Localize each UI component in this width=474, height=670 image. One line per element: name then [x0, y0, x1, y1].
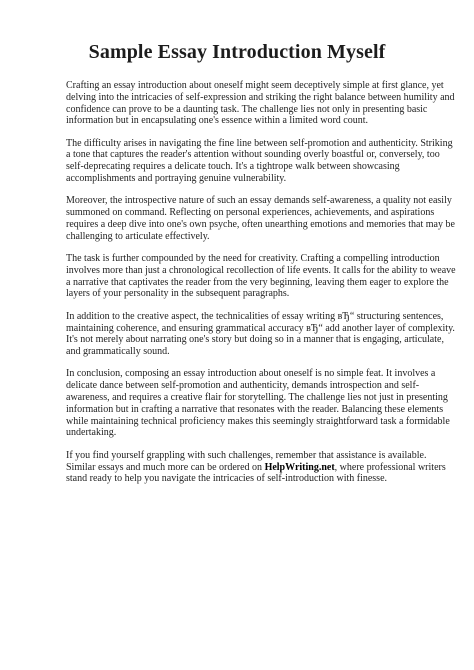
paragraph-line-part: Similar essays and much more can be ordered on	[66, 461, 265, 473]
paragraph-line: stand ready to help you navigate the intricacies of self-introduction with finesse.	[66, 473, 388, 485]
paragraph-line: maintaining coherence, and ensuring grammatical accuracy вЂ“ add another layer of complexity.	[66, 322, 455, 334]
paragraph-line: Moreover, the introspective nature of such an essay demands self-awareness, a quality not easily	[66, 195, 452, 207]
paragraph-line: In conclusion, composing an essay introduction about oneself is no simple feat. It involves a	[66, 368, 436, 380]
paragraph-line: requires a deep dive into one's own psyche, often unearthing emotions and memories that may be	[66, 218, 455, 230]
paragraph-line: challenging to articulate effectively.	[66, 230, 210, 242]
essay-body	[66, 80, 456, 496]
paragraph-line: involves more than just a chronological recollection of life events. It calls for the ability to weave	[66, 264, 456, 276]
paragraph-line: information but in crafting a narrative that resonates with the reader. Balancing these elements	[66, 403, 444, 415]
paragraph-2	[66, 137, 453, 185]
paragraph-line: The task is further compounded by the need for creativity. Crafting a compelling introduction	[66, 253, 440, 265]
paragraph-line: delving into the intricacies of self-expression and striking the right balance between humility and	[66, 91, 455, 103]
paragraph-7	[66, 450, 450, 485]
paragraph-line: In addition to the creative aspect, the technicalities of essay writing вЂ“ structuring sentences,	[66, 310, 444, 322]
paragraph-line: If you find yourself grappling with such challenges, remember that assistance is available.	[66, 449, 427, 461]
paragraph-line: information but in encapsulating one's essence within a limited word count.	[66, 115, 369, 127]
paragraph-line: while maintaining technical proficiency makes this seemingly straightforward task a formidable	[66, 415, 450, 427]
helpwriting-link[interactable]: HelpWriting.net	[264, 461, 335, 473]
page-title: Sample Essay Introduction Myself	[88, 41, 386, 63]
paragraph-6	[66, 368, 450, 439]
paragraph-line: confidence can prove to be a daunting task. The challenge lies not only in presenting basic	[66, 103, 428, 115]
paragraph-line: self-deprecating requires a delicate touch. It's a tightrope walk between showcasing	[66, 161, 400, 173]
paragraph-3	[66, 195, 455, 242]
paragraph-line: delicate dance between self-promotion and authenticity, demands introspection and self-	[66, 380, 420, 392]
paragraph-5	[66, 310, 455, 358]
paragraph-line: The difficulty arises in navigating the fine line between self-promotion and authenticity. Striking	[66, 137, 453, 149]
paragraph-line: a narrative that captivates the reader from the very beginning, leaving them eager to explore the	[66, 276, 449, 288]
paragraph-line: It's not merely about narrating one's story but doing so in a manner that is engaging, articulate,	[66, 334, 444, 346]
paragraph-line: a tone that captures the reader's attention without sounding overly boastful or, conversely, too	[66, 149, 440, 161]
paragraph-1	[66, 80, 455, 127]
paragraph-line: Crafting an essay introduction about oneself might seem deceptively simple at first glance, yet	[66, 80, 444, 91]
paragraph-line-part: , where professional writers	[334, 461, 446, 473]
paragraph-line: layers of your personality in the subsequent paragraphs.	[66, 288, 290, 300]
paragraph-line: undertaking.	[66, 427, 117, 439]
paragraph-line: awareness, and requires a creative flair for storytelling. The challenge lies not just in presenting	[66, 392, 448, 404]
paragraph-line: summoned on command. Reflecting on personal experiences, achievements, and aspirations	[66, 207, 435, 219]
paragraph-line: and grammatically sound.	[66, 346, 170, 358]
paragraph-line: accomplishments and portraying genuine vulnerability.	[66, 173, 287, 185]
paragraph-4	[66, 253, 456, 300]
paragraph-line-with-link	[66, 462, 450, 474]
